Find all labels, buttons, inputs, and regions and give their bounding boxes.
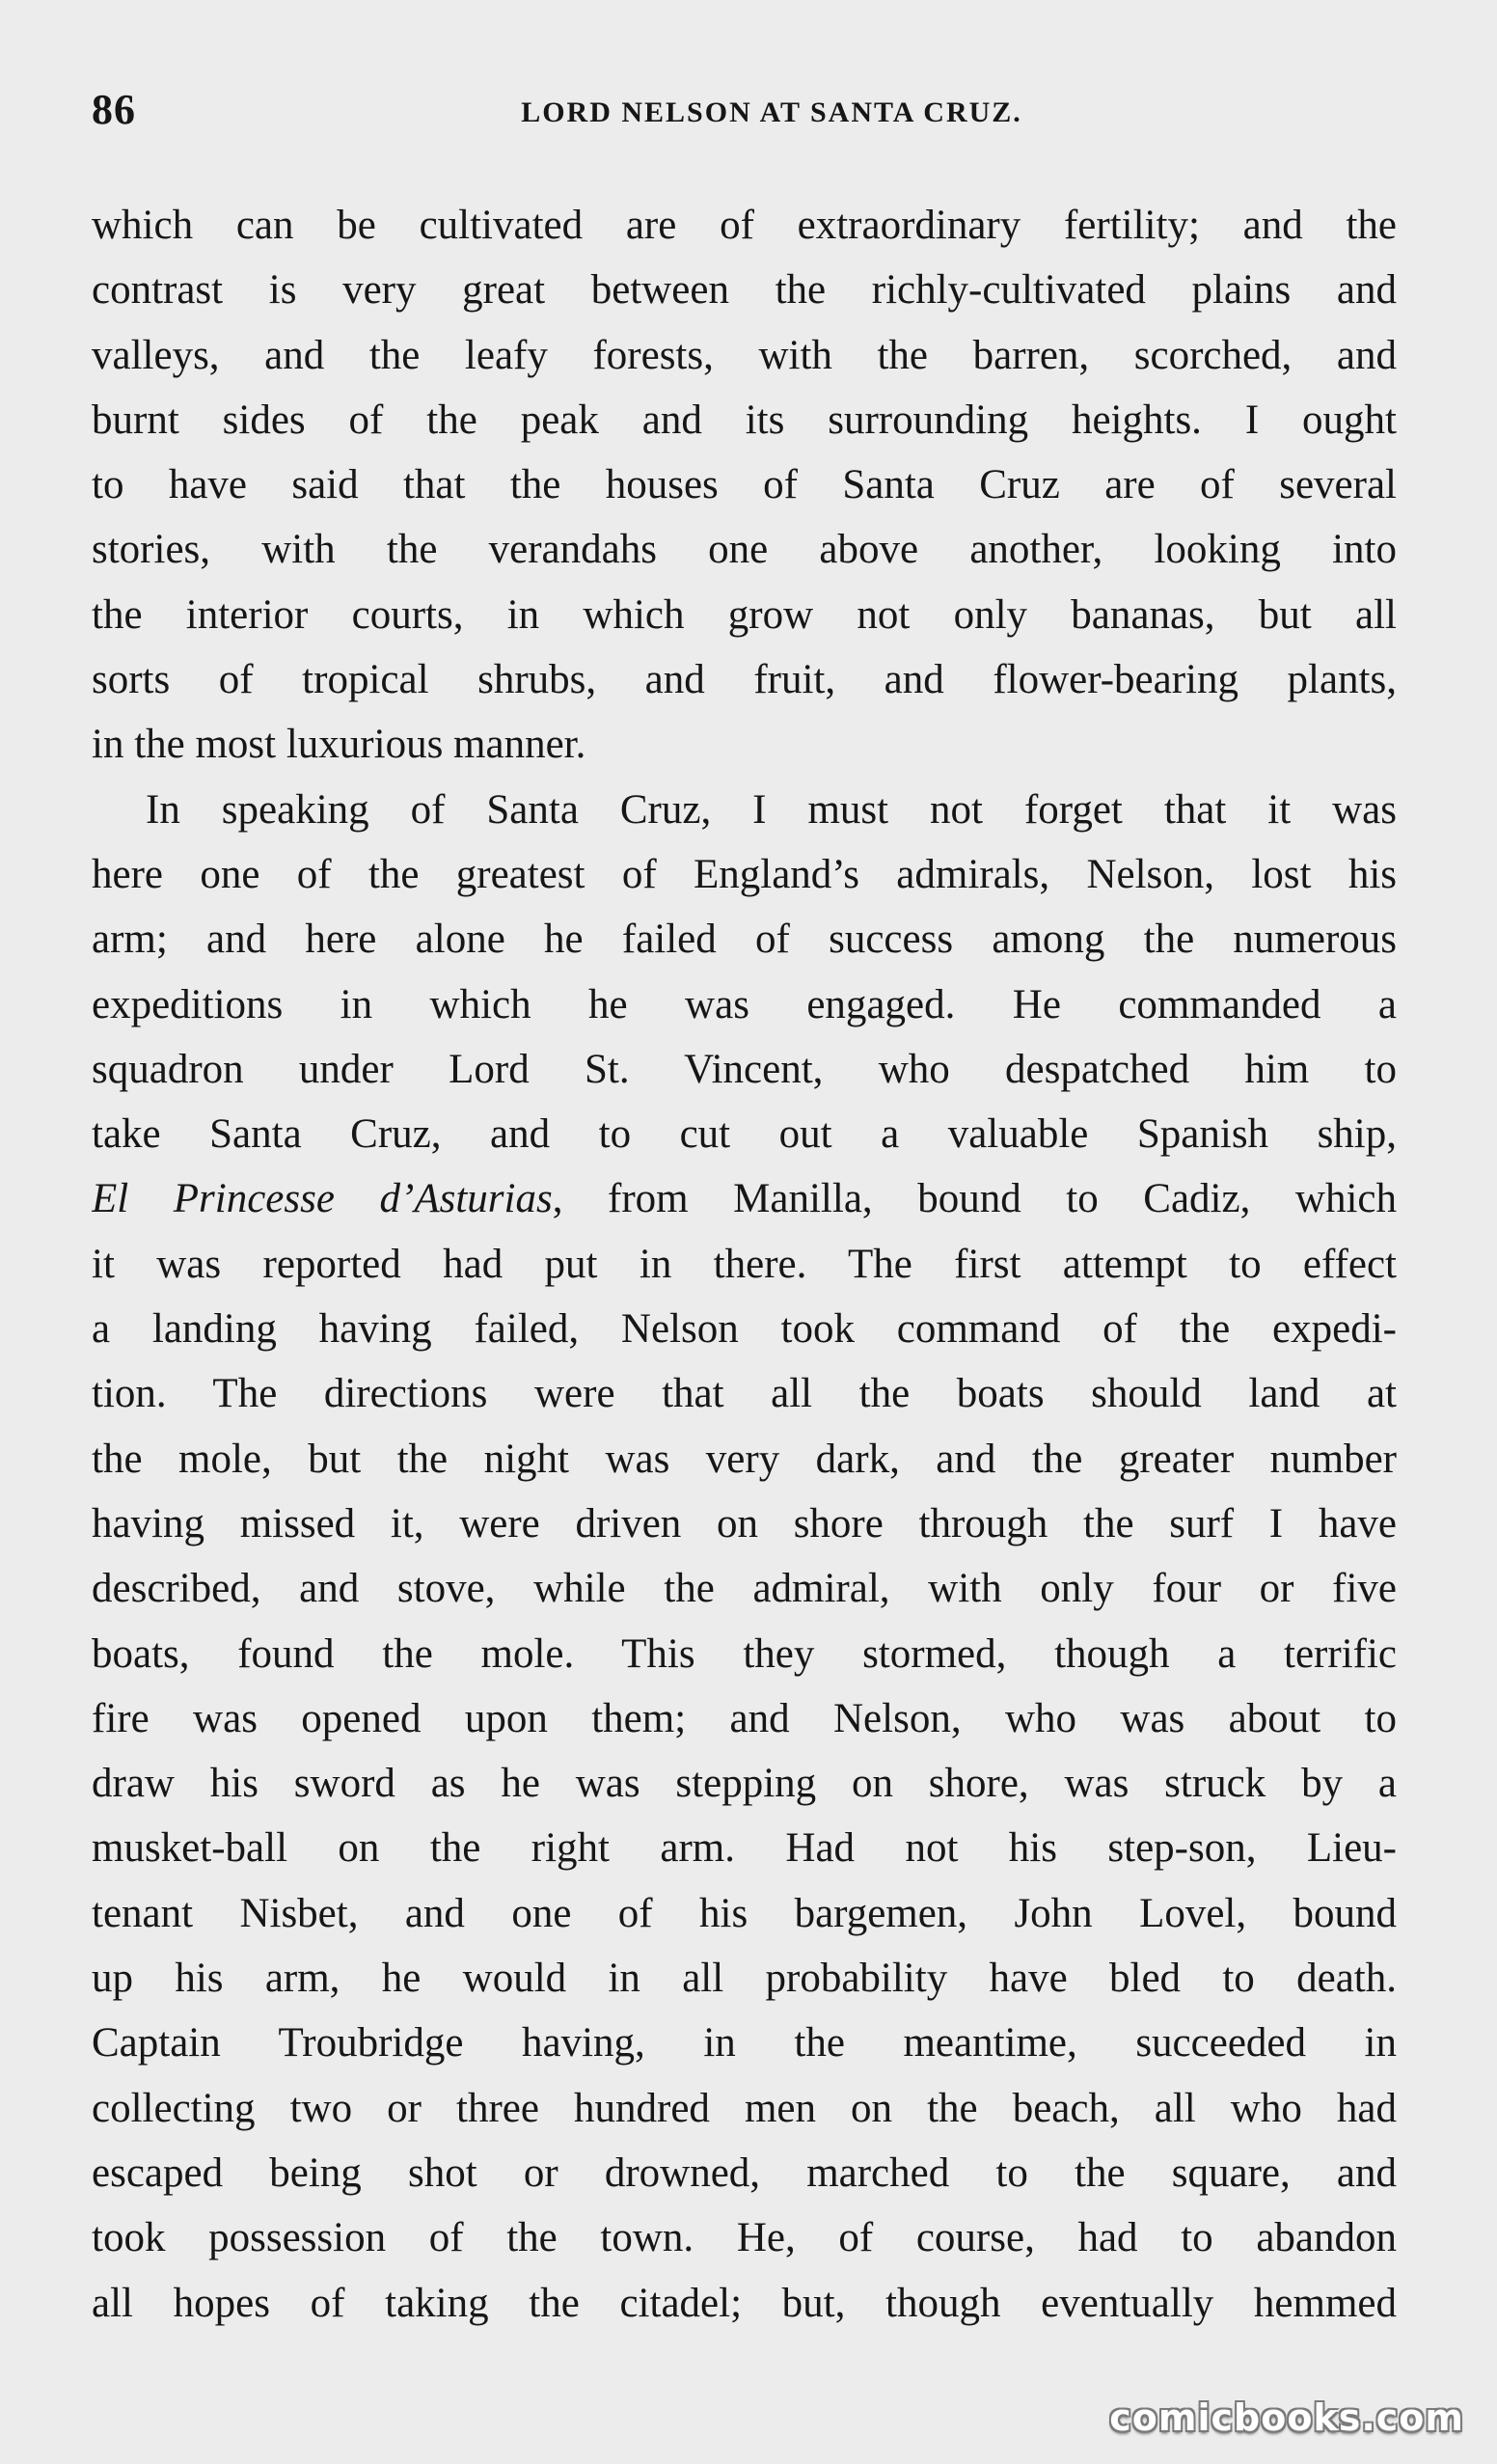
text-line: in the most luxurious manner. (92, 722, 586, 768)
text-line: take Santa Cruz, and to cut out a valuable Spanish ship, (92, 1111, 1397, 1158)
body-text (92, 193, 1397, 2336)
ship-name: El Princesse d’Asturias (92, 1176, 553, 1222)
text-line: escaped being shot or drowned, marched to the square, and (92, 2149, 1397, 2196)
text-line: arm; and here alone he failed of success among the numerous (92, 917, 1397, 963)
text-line: burnt sides of the peak and its surrounding heights. I ought (92, 397, 1397, 443)
text-line: boats, found the mole. This they stormed, though a terrific (92, 1630, 1397, 1677)
running-head (92, 85, 1394, 143)
text-line: valleys, and the leafy forests, with the barren, scorched, and (92, 332, 1397, 378)
text-line: it was reported had put in there. The first attempt to effect (92, 1241, 1397, 1287)
text-line: the mole, but the night was very dark, and the greater number (92, 1436, 1397, 1482)
page-number: 86 (92, 86, 136, 133)
text-line: having missed it, were driven on shore through the surf I have (92, 1500, 1397, 1547)
text-line: all hopes of taking the citadel; but, though eventually hemmed (92, 2280, 1397, 2326)
text-line: sorts of tropical shrubs, and fruit, and flower-bearing plants, (92, 657, 1397, 703)
text-line: stories, with the verandahs one above another, looking into (92, 527, 1397, 573)
text-line: described, and stove, while the admiral, with only four or five (92, 1566, 1397, 1612)
text-line: took possession of the town. He, of course, had to abandon (92, 2215, 1397, 2261)
text-line: up his arm, he would in all probability have bled to death. (92, 1956, 1397, 2002)
watermark-logo: comicbooks.com (1109, 2396, 1464, 2439)
text-line: to have said that the houses of Santa Cruz are of several (92, 462, 1397, 508)
text-line: tenant Nisbet, and one of his bargemen, John Lovel, bound (92, 1890, 1397, 1936)
text-line: draw his sword as he was stepping on shore, was struck by a (92, 1761, 1397, 1807)
text-line: fire was opened upon them; and Nelson, who was about to (92, 1695, 1397, 1741)
text-line: tion. The directions were that all the boats should land at (92, 1371, 1397, 1417)
text-line: contrast is very great between the richly-cultivated plains and (92, 267, 1397, 314)
ship-line-rest: , from Manilla, bound to Cadiz, which (552, 1176, 1397, 1222)
text-line: collecting two or three hundred men on the beach, all who had (92, 2085, 1397, 2131)
text-line: here one of the greatest of England’s admirals, Nelson, lost his (92, 851, 1397, 897)
text-line: squadron under Lord St. Vincent, who despatched him to (92, 1046, 1397, 1092)
text-line: the interior courts, in which grow not only bananas, but all (92, 591, 1397, 638)
text-line: Captain Troubridge having, in the meantime, succeeded in (92, 2020, 1397, 2067)
text-line: which can be cultivated are of extraordinary fertility; and the (92, 203, 1397, 248)
paragraph-start-line: In speaking of Santa Cruz, I must not forget that it was (146, 786, 1397, 833)
text-line: musket-ball on the right arm. Had not his step-son, Lieu- (92, 1825, 1397, 1872)
running-title: LORD NELSON AT SANTA CRUZ. (521, 96, 1022, 128)
text-line-ship (92, 1166, 1397, 1231)
text-line: a landing having failed, Nelson took command of the expedi- (92, 1306, 1397, 1353)
text-line: expeditions in which he was engaged. He commanded a (92, 981, 1397, 1027)
